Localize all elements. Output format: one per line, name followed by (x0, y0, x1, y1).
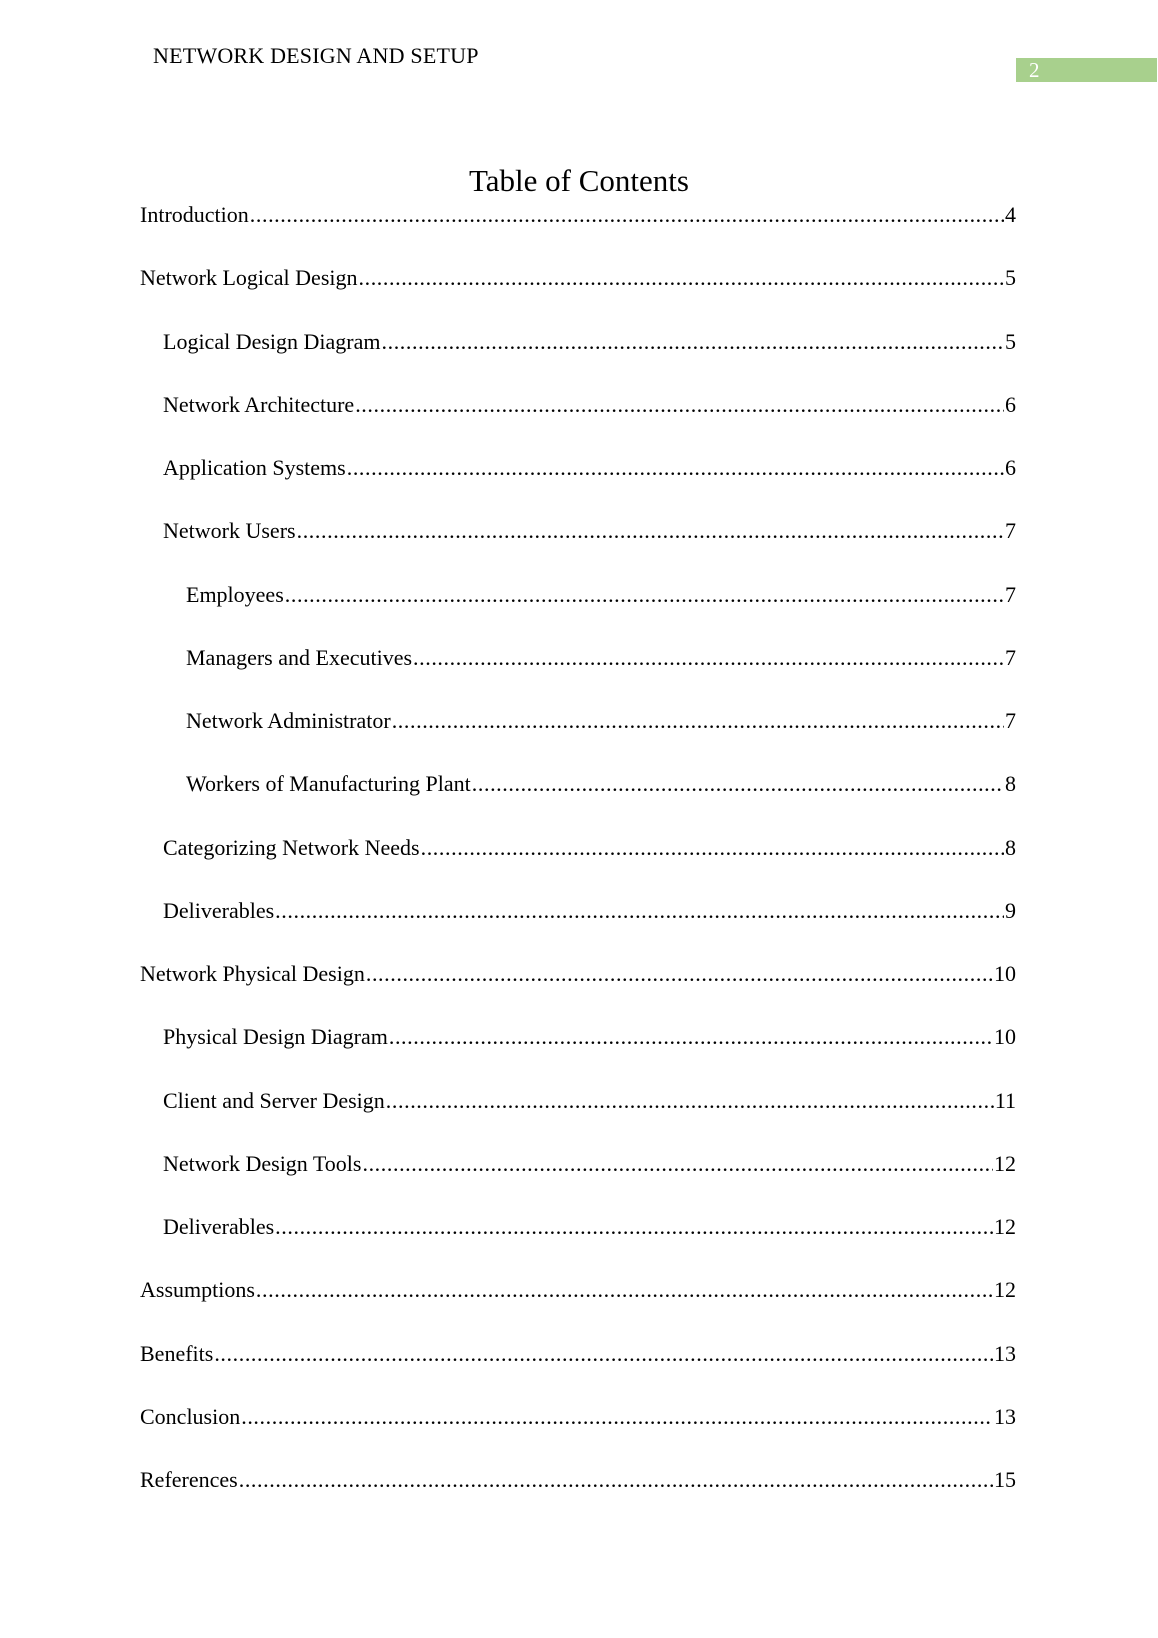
toc-entry-page: 5 (1005, 265, 1016, 291)
toc-dot-leader (355, 388, 1004, 422)
toc-entry-page: 13 (994, 1340, 1016, 1366)
toc-dot-leader (382, 325, 1005, 359)
toc-entry-label: Managers and Executives (186, 644, 413, 670)
toc-entry[interactable] (140, 1147, 1016, 1210)
toc-entry-page: 10 (994, 961, 1016, 986)
toc-entry-page: 7 (1005, 708, 1016, 733)
toc-entry-label: Categorizing Network Needs (163, 834, 420, 860)
toc-dot-leader (256, 1273, 993, 1307)
toc-entry-label: Network Administrator (186, 708, 391, 733)
toc-dot-leader (472, 767, 1004, 801)
toc-entry[interactable] (140, 831, 1016, 894)
toc-entry[interactable] (140, 1337, 1016, 1400)
toc-entry-label: Network Physical Design (140, 961, 365, 986)
toc-entry-page: 8 (1005, 771, 1016, 797)
toc-entry[interactable] (140, 514, 1016, 577)
toc-entry[interactable] (140, 894, 1016, 957)
toc-entry-page: 10 (994, 1024, 1016, 1050)
toc-entry-page: 7 (1005, 644, 1016, 670)
toc-dot-leader (386, 1084, 994, 1118)
toc-dot-leader (297, 514, 1004, 548)
toc-entry[interactable] (140, 957, 1016, 1020)
toc-entry-page: 12 (994, 1150, 1016, 1176)
toc-entry-label: Assumptions (140, 1277, 255, 1303)
toc-entry-label: Logical Design Diagram (163, 328, 381, 354)
toc-dot-leader (347, 451, 1004, 485)
toc-entry-page: 13 (994, 1403, 1016, 1429)
toc-entry[interactable] (140, 198, 1016, 261)
toc-entry-page: 9 (1005, 897, 1016, 923)
toc-dot-leader (214, 1337, 993, 1371)
toc-entry[interactable] (140, 641, 1016, 704)
toc-entry-label: Deliverables (163, 1214, 275, 1239)
toc-dot-leader (413, 641, 1004, 675)
toc-entry-page: 12 (994, 1214, 1016, 1239)
toc-entry[interactable] (140, 261, 1016, 324)
toc-dot-leader (421, 831, 1004, 865)
toc-entry-label: Network Logical Design (140, 265, 358, 291)
page-number-badge (1016, 58, 1157, 82)
toc-entry-page: 6 (1005, 391, 1016, 417)
toc-entry[interactable] (140, 451, 1016, 514)
toc-entry[interactable] (140, 704, 1016, 767)
toc-dot-leader (250, 198, 1004, 232)
toc-entry[interactable] (140, 1463, 1016, 1526)
toc-entry-label: Network Users (163, 518, 296, 544)
toc-title: Table of Contents (469, 163, 689, 198)
toc-entry[interactable] (140, 1273, 1016, 1336)
table-of-contents (140, 198, 1016, 1526)
toc-entry-label: Physical Design Diagram (163, 1024, 388, 1050)
toc-entry-page: 12 (994, 1277, 1016, 1303)
toc-entry[interactable] (140, 388, 1016, 451)
page-number: 2 (1029, 58, 1040, 82)
toc-dot-leader (366, 957, 993, 991)
toc-entry-label: References (140, 1467, 238, 1492)
toc-entry-page: 8 (1005, 834, 1016, 860)
toc-dot-leader (285, 578, 1004, 612)
toc-dot-leader (362, 1147, 993, 1181)
toc-entry-label: Deliverables (163, 897, 275, 923)
toc-entry-label: Client and Server Design (163, 1087, 385, 1113)
running-head: NETWORK DESIGN AND SETUP (153, 43, 479, 68)
toc-entry[interactable] (140, 767, 1016, 830)
toc-entry-page: 7 (1005, 581, 1016, 607)
toc-dot-leader (359, 261, 1005, 295)
toc-entry-page: 15 (994, 1467, 1016, 1492)
toc-entry-page: 6 (1005, 455, 1016, 480)
toc-entry-page: 11 (994, 1087, 1016, 1113)
toc-dot-leader (389, 1020, 993, 1054)
toc-entry[interactable] (140, 325, 1016, 388)
toc-entry-page: 4 (1005, 202, 1016, 227)
toc-entry-page: 7 (1005, 518, 1016, 544)
toc-entry[interactable] (140, 1084, 1016, 1147)
toc-entry-label: Network Design Tools (163, 1150, 362, 1176)
toc-entry-label: Employees (186, 581, 284, 607)
toc-entry[interactable] (140, 1210, 1016, 1273)
toc-dot-leader (241, 1400, 993, 1434)
toc-entry[interactable] (140, 578, 1016, 641)
toc-entry-label: Workers of Manufacturing Plant (186, 771, 471, 797)
toc-entry-label: Network Architecture (163, 391, 355, 417)
toc-dot-leader (239, 1463, 993, 1497)
toc-entry[interactable] (140, 1020, 1016, 1083)
toc-dot-leader (275, 894, 1004, 928)
toc-entry[interactable] (140, 1400, 1016, 1463)
toc-entry-page: 5 (1005, 328, 1016, 354)
toc-entry-label: Conclusion (140, 1403, 241, 1429)
toc-entry-label: Introduction (140, 202, 249, 227)
toc-dot-leader (275, 1210, 993, 1244)
toc-entry-label: Application Systems (163, 455, 346, 480)
toc-dot-leader (392, 704, 1004, 738)
toc-entry-label: Benefits (140, 1340, 214, 1366)
